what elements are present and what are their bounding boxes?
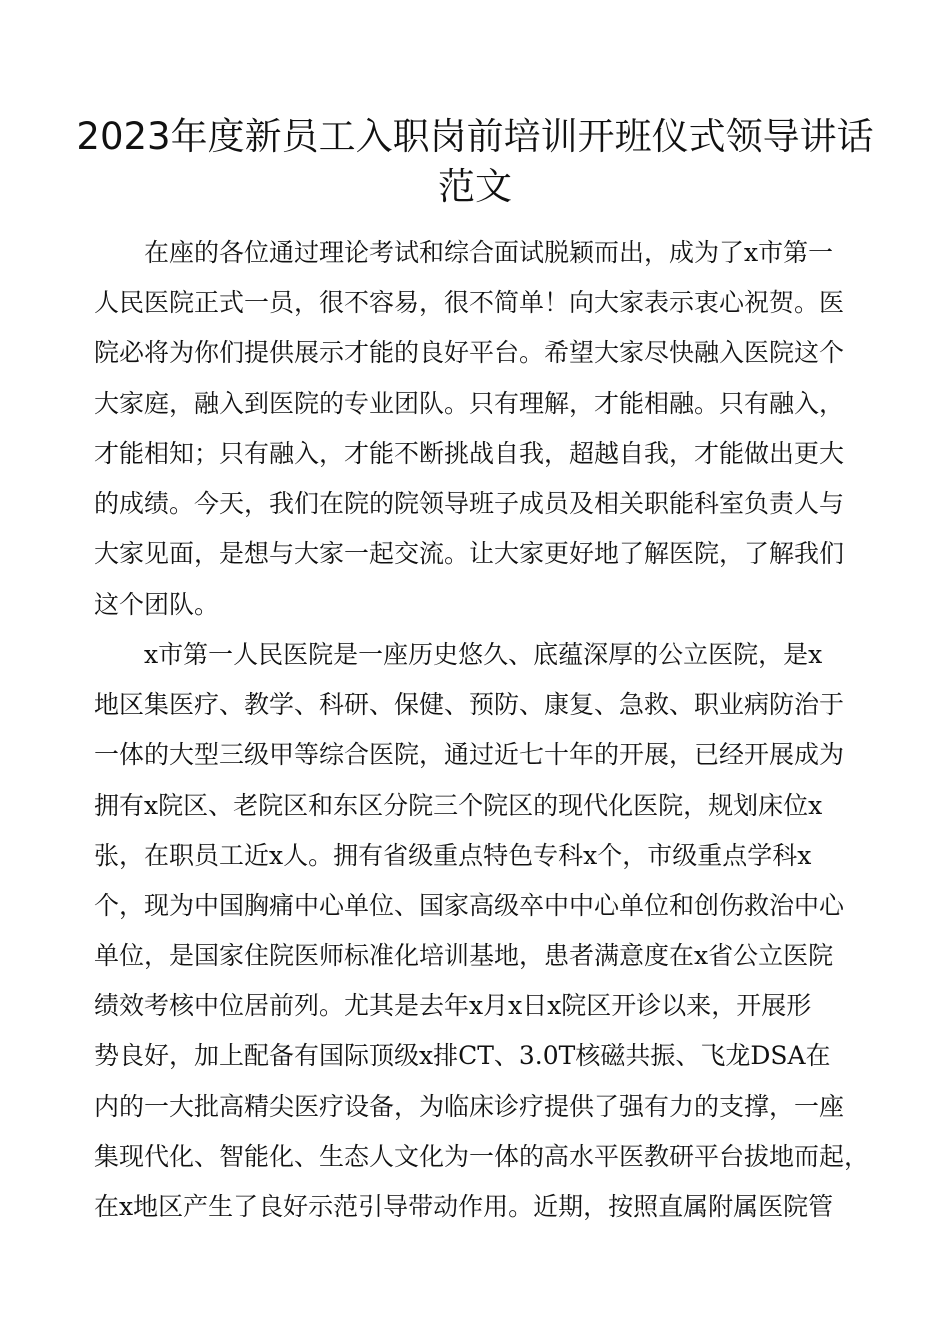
paragraph-1-line: 院必将为你们提供展示才能的良好平台。希望大家尽快融入医院这个 [94, 338, 845, 367]
paragraph-1-line: 大家庭，融入到医院的专业团队。只有理解，才能相融。只有融入， [94, 389, 845, 418]
paragraph-2-line: 内的一大批高精尖医疗设备，为临床诊疗提供了强有力的支撑，一座 [94, 1092, 845, 1121]
paragraph-2-line: 集现代化、智能化、生态人文化为一体的高水平医教研平台拔地而起， [94, 1142, 870, 1171]
paragraph-1-line: 才能相知；只有融入，才能不断挑战自我，超越自我，才能做出更大 [94, 439, 845, 468]
paragraph-1-line: 大家见面，是想与大家一起交流。让大家更好地了解医院，了解我们 [94, 539, 845, 568]
document-title [60, 112, 890, 212]
paragraph-2-line: 张，在职员工近x人。拥有省级重点特色专科x个，市级重点学科x [94, 841, 812, 870]
paragraph-2-line: 拥有x院区、老院区和东区分院三个院区的现代化医院，规划床位x [94, 791, 823, 820]
title-line-1: 2023年度新员工入职岗前培训开班仪式领导讲话 [76, 115, 874, 158]
paragraph-1-line: 在座的各位通过理论考试和综合面试脱颖而出，成为了x市第一 [144, 238, 834, 267]
paragraph-2-line: 地区集医疗、教学、科研、保健、预防、康复、急救、职业病防治于 [94, 690, 845, 719]
paragraph-1-line: 人民医院正式一员，很不容易，很不简单！向大家表示衷心祝贺。医 [94, 288, 845, 317]
paragraph-2-line: x市第一人民医院是一座历史悠久、底蕴深厚的公立医院，是x [144, 640, 823, 669]
paragraph-2-line: 一体的大型三级甲等综合医院，通过近七十年的开展，已经开展成为 [94, 740, 845, 769]
paragraph-2-line: 个，现为中国胸痛中心单位、国家高级卒中中心单位和创伤救治中心 [94, 891, 845, 920]
paragraph-1-line: 这个团队。 [94, 590, 220, 619]
title-line-2: 范文 [438, 165, 512, 208]
paragraph-2-line: 单位，是国家住院医师标准化培训基地，患者满意度在x省公立医院 [94, 941, 834, 970]
paragraph-2-line: 势良好，加上配备有国际顶级x排CT、3.0T核磁共振、飞龙DSA在 [94, 1041, 831, 1070]
paragraph-2-line: 在x地区产生了良好示范引导带动作用。近期，按照直属附属医院管 [94, 1192, 834, 1221]
paragraph-1-line: 的成绩。今天，我们在院的院领导班子成员及相关职能科室负责人与 [94, 489, 845, 518]
paragraph-2-line: 绩效考核中位居前列。尤其是去年x月x日x院区开诊以来，开展形 [94, 991, 812, 1020]
